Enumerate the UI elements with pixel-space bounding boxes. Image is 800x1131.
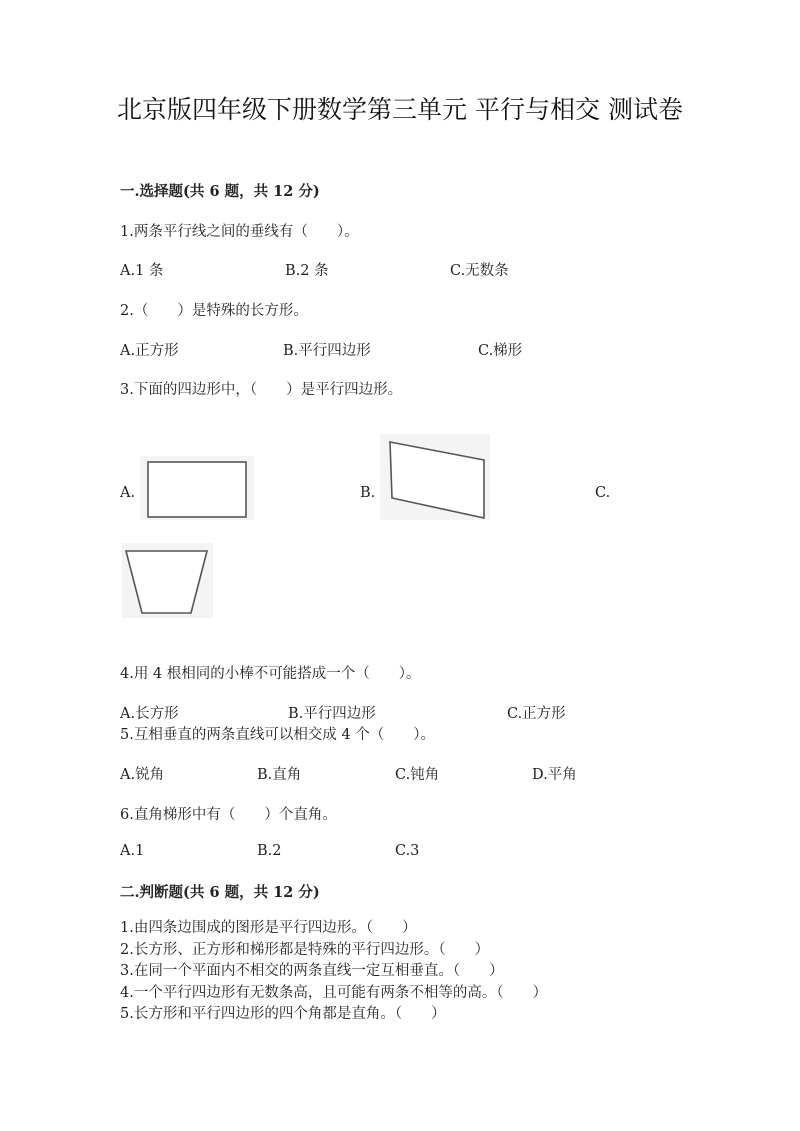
section1-heading: 一.选择题(共 6 题，共 12 分) [120, 183, 320, 200]
question-5-stem: 5.互相垂直的两条直线可以相交成 4 个（ ）。 [120, 727, 436, 743]
judge-item-5: 5.长方形和平行四边形的四个角都是直角。（ ） [120, 1006, 446, 1022]
question-4-stem: 4.用 4 根相同的小棒不可能搭成一个（ ）。 [120, 666, 421, 682]
question-5-option-b: B.直角 [257, 767, 302, 783]
page-title: 北京版四年级下册数学第三单元 平行与相交 测试卷 [117, 95, 683, 124]
question-5-option-d: D.平角 [532, 767, 577, 783]
question-6-option-b: B.2 [257, 843, 282, 859]
question-2-option-c: C.梯形 [478, 343, 523, 359]
section2-heading: 二.判断题(共 6 题，共 12 分) [120, 884, 320, 901]
question-3-stem: 3.下面的四边形中，（ ）是平行四边形。 [120, 382, 403, 398]
figure-b-parallelogram [380, 434, 490, 520]
question-3-option-a: A. [120, 485, 136, 501]
question-4-option-b: B.平行四边形 [288, 706, 376, 722]
judge-item-3: 3.在同一个平面内不相交的两条直线一定互相垂直。（ ） [120, 963, 504, 979]
question-6-option-a: A.1 [120, 843, 145, 859]
question-2-stem: 2.（ ）是特殊的长方形。 [120, 303, 308, 319]
question-6-stem: 6.直角梯形中有（ ）个直角。 [120, 807, 337, 823]
question-6-option-c: C.3 [395, 843, 420, 859]
question-1-option-b: B.2 条 [285, 263, 329, 279]
question-5-option-c: C.钝角 [395, 767, 440, 783]
judge-item-4: 4.一个平行四边形有无数条高，且可能有两条不相等的高。（ ） [120, 985, 548, 1001]
question-3-option-c: C. [595, 485, 611, 501]
figure-c-trapezoid [122, 543, 213, 618]
question-2-option-a: A.正方形 [120, 343, 179, 359]
question-1-option-a: A.1 条 [120, 263, 164, 279]
question-4-option-c: C.正方形 [507, 706, 566, 722]
question-1-stem: 1.两条平行线之间的垂线有（ ）。 [120, 224, 359, 240]
question-3-option-b: B. [360, 485, 376, 501]
question-1-option-c: C.无数条 [450, 263, 509, 279]
question-5-option-a: A.锐角 [120, 767, 165, 783]
question-2-option-b: B.平行四边形 [283, 343, 371, 359]
judge-item-2: 2.长方形、正方形和梯形都是特殊的平行四边形。（ ） [120, 942, 490, 958]
figure-a-rectangle [140, 456, 254, 520]
judge-item-1: 1.由四条边围成的图形是平行四边形。（ ） [120, 920, 417, 936]
question-4-option-a: A.长方形 [120, 706, 179, 722]
